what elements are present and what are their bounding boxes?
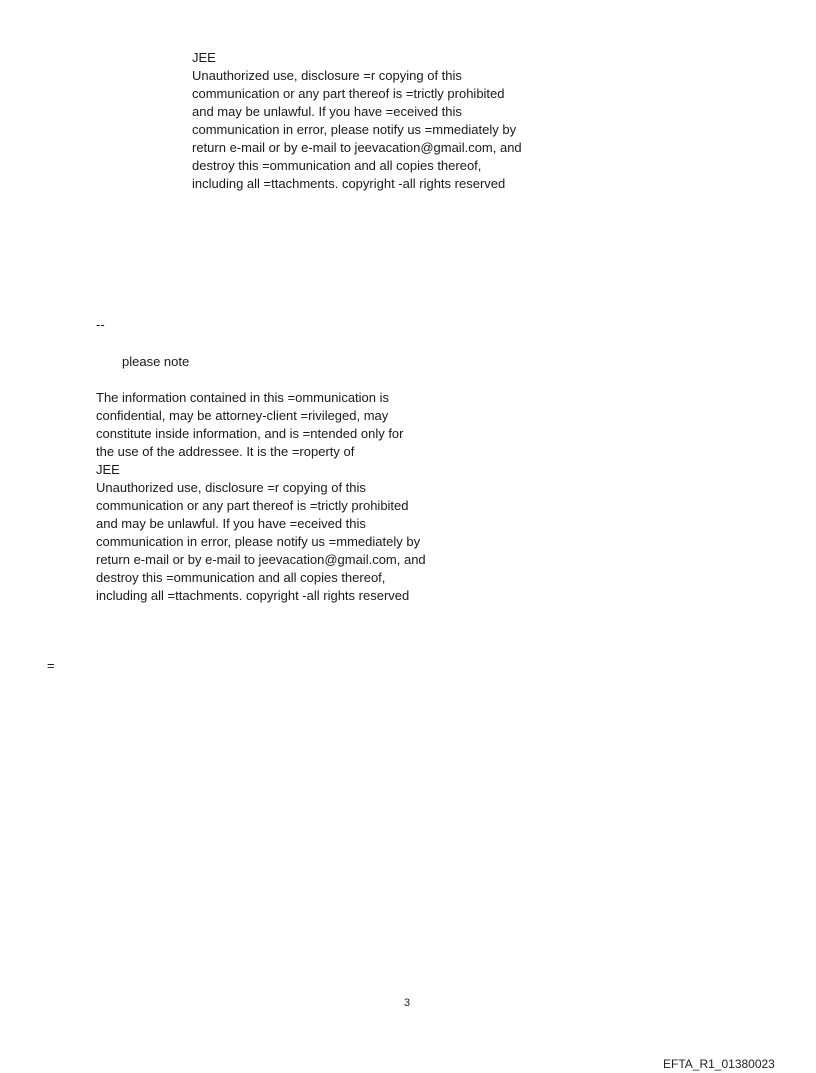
lower-line: Unauthorized use, disclosure =r copying of this — [96, 480, 366, 495]
note-heading: please note — [122, 354, 190, 369]
upper-line: communication or any part thereof is =trictly prohibited — [192, 86, 505, 101]
lower-line: JEE — [96, 462, 120, 477]
upper-line: Unauthorized use, disclosure =r copying of this — [192, 68, 462, 83]
upper-line: including all =ttachments. copyright -all rights reserved — [192, 176, 506, 191]
lower-line: communication or any part thereof is =trictly prohibited — [96, 498, 409, 513]
upper-line: destroy this =ommunication and all copies thereof, — [192, 158, 482, 173]
upper-line: communication in error, please notify us =mmediately by — [192, 122, 517, 137]
lower-line: The information contained in this =ommunication is — [96, 390, 390, 405]
document-id: EFTA_R1_01380023 — [663, 1057, 775, 1071]
lower-line: destroy this =ommunication and all copies thereof, — [96, 570, 386, 585]
upper-line: JEE — [192, 50, 216, 65]
page-number: 3 — [404, 997, 411, 1009]
lower-line: return e-mail or by e-mail to jeevacation@gmail.com, and — [96, 552, 426, 567]
lower-line: and may be unlawful. If you have =eceived this — [96, 516, 366, 531]
lower-line: constitute inside information, and is =ntended only for — [96, 426, 404, 441]
lower-line: the use of the addressee. It is the =roperty of — [96, 444, 355, 459]
lower-line: including all =ttachments. copyright -all rights reserved — [96, 588, 410, 603]
signature-separator: -- — [96, 317, 105, 332]
trailing-equals-mark: = — [47, 658, 55, 673]
upper-line: return e-mail or by e-mail to jeevacation@gmail.com, and — [192, 140, 522, 155]
lower-line: communication in error, please notify us =mmediately by — [96, 534, 421, 549]
lower-line: confidential, may be attorney-client =rivileged, may — [96, 408, 389, 423]
upper-line: and may be unlawful. If you have =eceived this — [192, 104, 462, 119]
